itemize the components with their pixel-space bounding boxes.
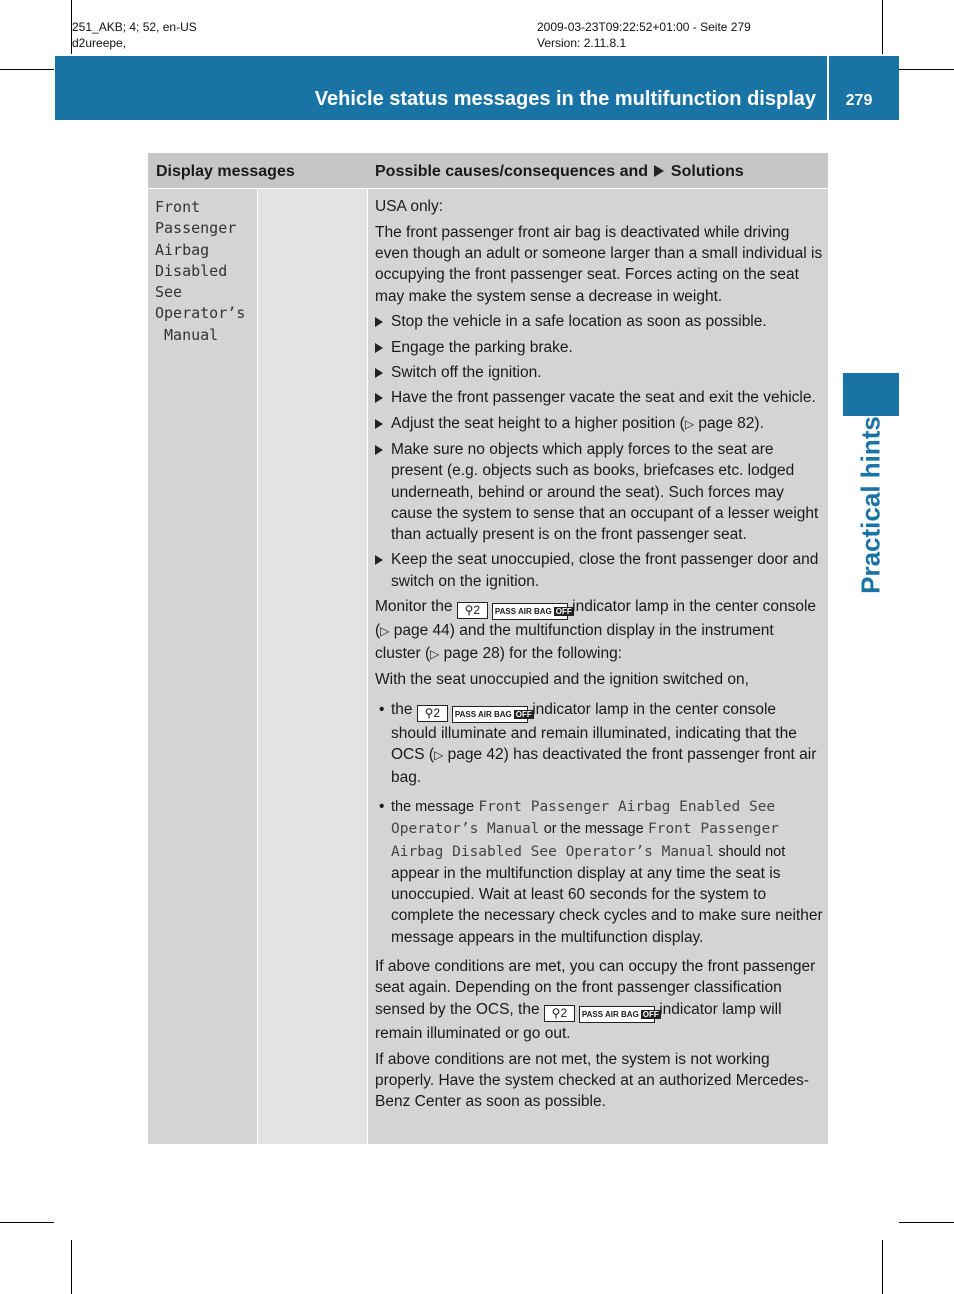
meta-line: Version: 2.11.8.1 <box>537 36 627 50</box>
print-meta-left <box>72 19 197 51</box>
step-text: Make sure no objects which apply forces to the seat are present (e.g. objects such as books, briefcases etc. lodged underneath, behind or around the seat). Such forces may cause the system to sense that an occupant of a lesser weight than actually present is on the front passenger seat. <box>391 440 819 544</box>
pass-airbag-off-icon <box>492 603 572 620</box>
text: indicator lamp in the center console should illuminate and remain illuminated, indicating that the OCS ( <box>391 700 797 764</box>
indicator-off: OFF <box>642 1009 659 1019</box>
airbag-indicator-icon <box>457 599 572 620</box>
step-arrow-icon <box>375 368 383 378</box>
page-ref-link[interactable]: page 44) and the multifunction display in the instrument cluster ( <box>375 622 774 662</box>
step-item <box>375 311 823 332</box>
section-title: Vehicle status messages in the multifunction display <box>314 88 816 110</box>
page-ref-link[interactable]: page 82). <box>698 414 764 432</box>
page-number: 279 <box>845 92 873 109</box>
step-arrow-icon <box>375 555 383 565</box>
indicator-text: PASS AIR BAG <box>454 709 512 719</box>
text: If above conditions are met, you can occupy the front passenger seat again. Depending on the front passenger classification sensed by the OCS, the <box>375 958 816 1018</box>
header-text: Solutions <box>670 163 744 180</box>
crop-mark <box>882 1240 883 1294</box>
passenger-seat-icon: ⚲2 <box>544 1005 575 1022</box>
step-item <box>375 362 823 383</box>
column-header-causes <box>375 163 744 181</box>
step-item <box>375 439 823 545</box>
step-item <box>375 337 823 358</box>
chapter-tab <box>843 373 899 416</box>
step-item <box>375 413 823 435</box>
chapter-label: Practical hints <box>855 416 886 594</box>
text: Monitor the <box>375 598 453 616</box>
step-arrow-icon <box>375 317 383 327</box>
pass-airbag-off-icon <box>452 706 532 723</box>
bullet-item <box>375 796 823 948</box>
crop-mark <box>882 0 883 54</box>
text: the <box>391 700 413 718</box>
text: appear in the multifunction display at any time the seat is unoccupied. Wait at least 60 seconds for the system to complete the necessary check cycles and to make sure neither message appears in the multifunction display. <box>391 864 823 946</box>
crop-mark <box>899 1222 954 1223</box>
step-item <box>375 549 823 592</box>
paragraph <box>375 956 823 1044</box>
print-meta-right <box>537 19 751 51</box>
paragraph: USA only: <box>375 198 444 215</box>
step-text: Have the front passenger vacate the seat and exit the vehicle. <box>391 389 816 407</box>
step-text: Adjust the seat height to a higher position ( <box>391 414 685 432</box>
bullet-icon: • <box>379 797 385 815</box>
step-arrow-icon <box>375 445 383 455</box>
step-arrow-icon <box>375 419 383 429</box>
page-ref-link[interactable]: page 28) for the following: <box>443 644 623 662</box>
text: or the message <box>543 821 644 838</box>
header-divider <box>827 56 829 120</box>
crop-mark <box>0 1222 54 1223</box>
passenger-seat-icon: ⚲2 <box>457 602 488 619</box>
paragraph: If above conditions are not met, the system is not working properly. Have the system checked at an authorized Mercedes-Benz Center as soon as possible. <box>375 1050 809 1111</box>
crop-mark <box>899 69 954 70</box>
paragraph <box>375 596 823 665</box>
indicator-text: PASS AIR BAG <box>494 607 552 617</box>
display-message-inline: Front Passenger Airbag Enabled See Operator’s Manual <box>391 798 776 838</box>
page-ref-icon: ▷ <box>430 646 440 661</box>
meta-line: d2ureepe, <box>72 36 127 50</box>
text: the message <box>391 798 475 815</box>
page-ref-icon: ▷ <box>434 748 444 763</box>
step-arrow-icon <box>375 343 383 353</box>
text: indicator lamp in the center console ( <box>375 598 817 640</box>
meta-line: 2009-03-23T09:22:52+01:00 - Seite 279 <box>537 20 751 34</box>
page-ref-icon: ▷ <box>380 624 390 639</box>
indicator-text: PASS AIR BAG <box>581 1009 639 1019</box>
airbag-indicator-icon <box>544 1002 659 1023</box>
step-arrow-icon <box>375 393 383 403</box>
text: should not <box>718 843 786 860</box>
triangle-arrow-icon <box>654 165 664 177</box>
airbag-indicator-icon <box>417 702 532 723</box>
bullet-icon: • <box>379 700 385 718</box>
indicator-off: OFF <box>515 709 532 719</box>
paragraph: The front passenger front air bag is deactivated while driving even though an adult or someone larger than a small individual is occupying the front passenger seat. Forces acting on the seat may make the system sense a decrease in weight. <box>375 223 823 305</box>
crop-mark <box>71 1240 72 1294</box>
display-message-inline: Front Passenger Airbag Disabled See Operator’s Manual <box>391 821 779 860</box>
page-ref-icon: ▷ <box>684 416 695 431</box>
step-text: Switch off the ignition. <box>391 364 542 382</box>
meta-line: 251_AKB; 4; 52, en-US <box>72 20 197 34</box>
indicator-off: OFF <box>555 607 572 617</box>
step-text: Engage the parking brake. <box>391 338 573 356</box>
header-text: Possible causes/consequences and <box>375 163 649 180</box>
table-cell-spacer <box>258 189 367 1144</box>
bullet-item <box>375 699 823 788</box>
pass-airbag-off-icon <box>579 1006 659 1023</box>
solutions-content <box>375 196 823 1117</box>
step-text: Stop the vehicle in a safe location as soon as possible. <box>391 313 767 331</box>
column-header-display-messages: Display messages <box>156 163 295 180</box>
crop-mark <box>0 69 54 70</box>
page-ref-link[interactable]: page 42) has deactivated the front passenger front air bag. <box>391 746 817 786</box>
display-message-text: Front Passenger Airbag Disabled See Operator’s Manual <box>155 198 246 344</box>
step-text: Keep the seat unoccupied, close the front passenger door and switch on the ignition. <box>391 551 819 590</box>
paragraph: With the seat unoccupied and the ignition switched on, <box>375 671 749 689</box>
step-item <box>375 387 823 408</box>
text: indicator lamp will remain illuminated or go out. <box>375 1000 782 1042</box>
passenger-seat-icon: ⚲2 <box>417 705 448 722</box>
